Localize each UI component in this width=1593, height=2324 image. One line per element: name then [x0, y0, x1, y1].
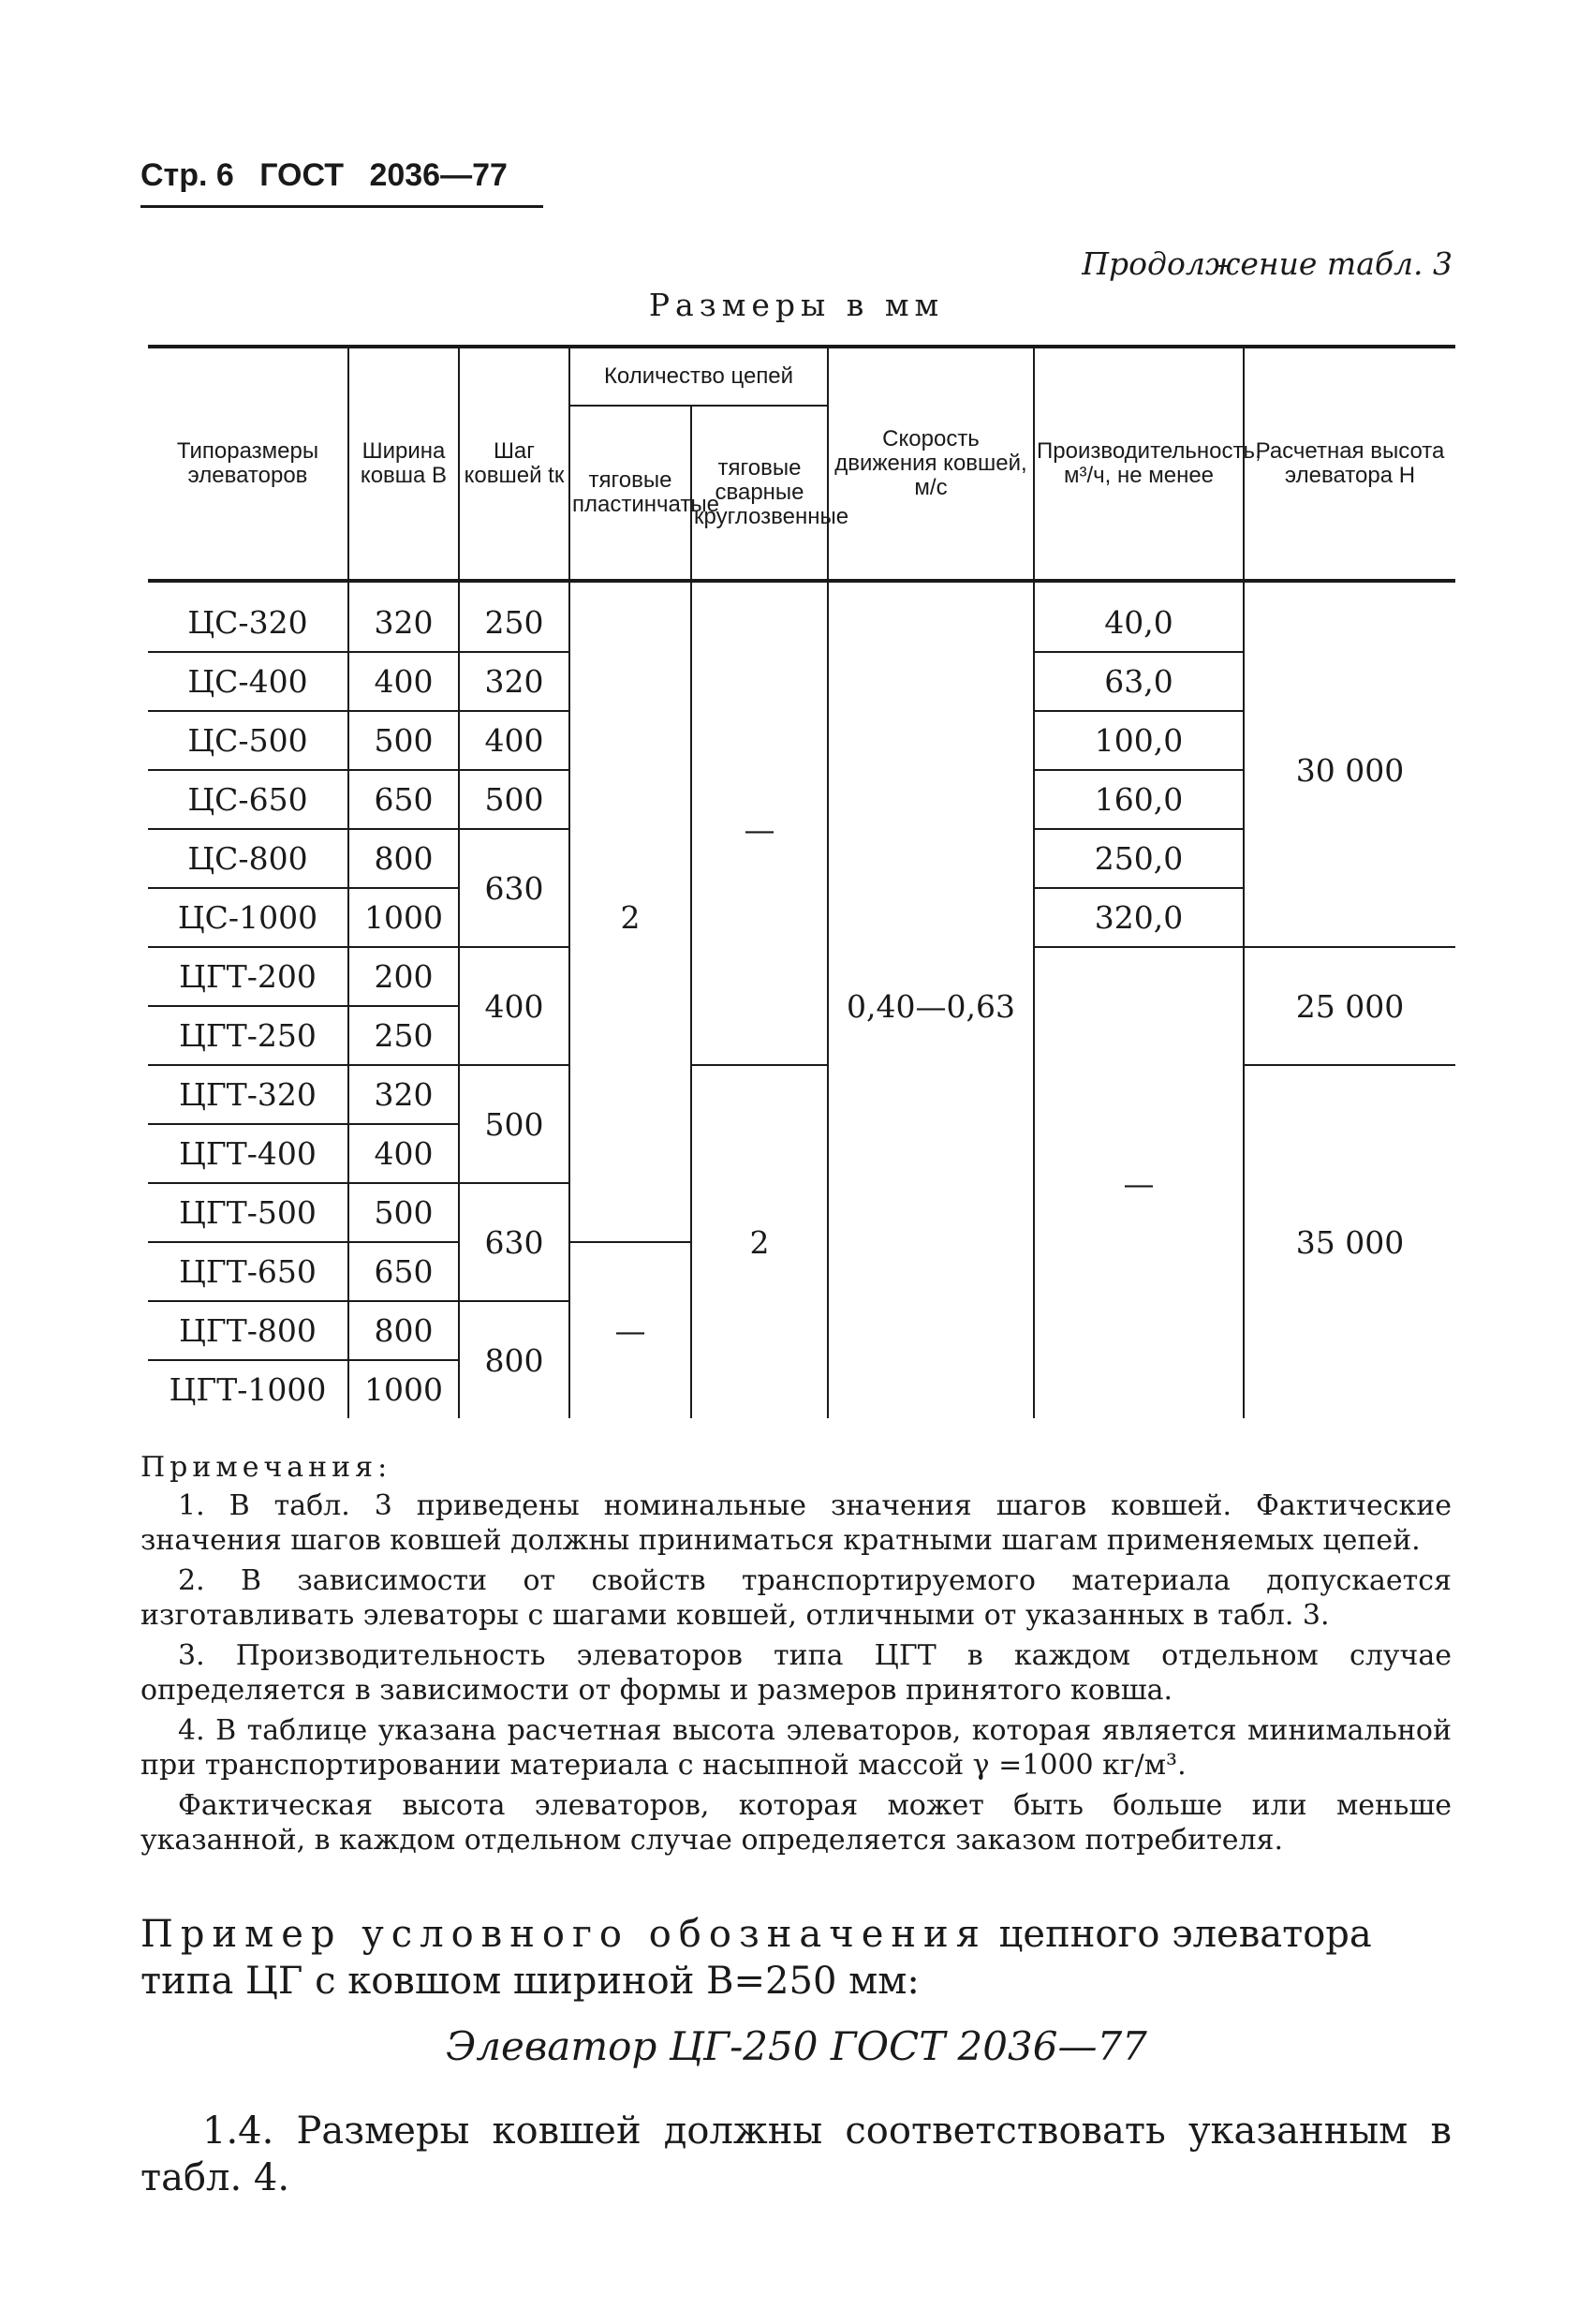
productivity-value: 63,0: [1034, 652, 1244, 711]
row-width: 650: [348, 1242, 459, 1301]
row-name: ЦС-320: [148, 581, 348, 652]
section-paragraph: 1.4. Размеры ковшей должны соответствовать указанным в табл. 4.: [140, 2109, 1452, 2199]
productivity-value: —: [1034, 947, 1244, 1418]
row-name: ЦГТ-200: [148, 947, 348, 1006]
note-item: 3. Производительность элеваторов типа ЦГТ в каждом отдельном случае определяется в зависимости от формы и размеров принятого ковша.: [140, 1639, 1452, 1707]
height-value: 35 000: [1244, 1065, 1455, 1418]
elevator-table: [148, 345, 1455, 1418]
note-item: 4. В таблице указана расчетная высота элеваторов, которая является минимальной при транспортировании материала с насыпной массой γ =1000 кг/м³.: [140, 1714, 1452, 1782]
header-width: Ширина ковша B: [348, 347, 459, 581]
header-productivity: Производительность, м³/ч, не менее: [1034, 347, 1244, 581]
example-paragraph: [140, 1911, 1452, 2005]
row-width: 1000: [348, 888, 459, 947]
page-header: [140, 157, 543, 208]
row-pitch: 630: [459, 1183, 569, 1301]
row-pitch: 500: [459, 1065, 569, 1183]
standard-label: ГОСТ: [259, 157, 344, 193]
row-pitch: 400: [459, 711, 569, 770]
row-width: 400: [348, 1124, 459, 1183]
example-spaced-text: Пример условного обозначения: [140, 1913, 987, 1956]
row-name: ЦГТ-1000: [169, 1371, 327, 1408]
productivity-value: 160,0: [1034, 770, 1244, 829]
row-name: ЦС-1000: [148, 888, 348, 947]
row-pitch: 320: [459, 652, 569, 711]
row-width: 250: [348, 1006, 459, 1065]
height-value: 30 000: [1244, 581, 1455, 947]
header-welded-chains: тяговые сварные круглозвенные: [691, 406, 828, 581]
row-name: ЦГТ-250: [148, 1006, 348, 1065]
row-name: ЦС-650: [148, 770, 348, 829]
plate-chains-value: —: [569, 1242, 691, 1418]
row-width: 500: [348, 1183, 459, 1242]
row-width: 200: [348, 947, 459, 1006]
notes: [140, 1450, 1452, 1863]
productivity-value: 100,0: [1034, 711, 1244, 770]
productivity-value: 320,0: [1034, 888, 1244, 947]
designation-example: Элеватор ЦГ-250 ГОСТ 2036—77: [446, 2023, 1147, 2069]
note-item: 2. В зависимости от свойств транспортируемого материала допускается изготавливать элеваторы с шагами ковшей, отличными от указанных в табл. 3.: [140, 1564, 1452, 1632]
row-width: 320: [348, 581, 459, 652]
height-value: 25 000: [1244, 947, 1455, 1065]
welded-chains-value: —: [691, 581, 828, 1065]
header-plate-chains: тяговые пластинчатые: [569, 406, 691, 581]
header-height: Расчетная высота элеватора H: [1244, 347, 1455, 581]
plate-chains-value: 2: [569, 581, 691, 1242]
row-pitch: 500: [459, 770, 569, 829]
speed-value: 0,40—0,63: [828, 581, 1034, 1418]
row-name: ЦГТ-500: [148, 1183, 348, 1242]
row-pitch: 630: [459, 829, 569, 947]
note-item: Фактическая высота элеваторов, которая может быть больше или меньше указанной, в каждом отдельном случае определяется заказом потребителя.: [140, 1789, 1452, 1857]
table-continuation: Продолжение табл. 3: [1082, 245, 1453, 282]
header-type: Типоразмеры элеваторов: [148, 347, 348, 581]
page-number: Стр. 6: [140, 157, 234, 193]
row-name: ЦГТ-320: [148, 1065, 348, 1124]
header-pitch: Шаг ковшей tк: [459, 347, 569, 581]
standard-number: 2036—77: [369, 157, 508, 193]
row-pitch: 250: [459, 581, 569, 652]
header-speed: Скорость движения ковшей, м/с: [828, 347, 1034, 581]
row-width: 800: [348, 1301, 459, 1360]
row-name: ЦГТ-800: [148, 1301, 348, 1360]
notes-heading: Примечания:: [140, 1451, 392, 1484]
row-pitch: 400: [459, 947, 569, 1065]
row-name: ЦГТ-400: [148, 1124, 348, 1183]
productivity-value: 40,0: [1034, 581, 1244, 652]
row-width: 320: [348, 1065, 459, 1124]
row-width: 650: [348, 770, 459, 829]
row-name: ЦС-400: [148, 652, 348, 711]
dimensions-label: Размеры в мм: [648, 287, 945, 323]
welded-chains-value: 2: [691, 1065, 828, 1418]
row-name: ЦС-800: [148, 829, 348, 888]
productivity-value: 250,0: [1034, 829, 1244, 888]
row-width: 800: [348, 829, 459, 888]
row-pitch: 800: [459, 1301, 569, 1418]
row-width: 400: [348, 652, 459, 711]
row-width: 500: [348, 711, 459, 770]
row-name: ЦС-500: [148, 711, 348, 770]
table-row: [148, 581, 1455, 652]
example-text: цепного элеватора типа ЦГ с ковшом шириной B=250 мм:: [140, 1913, 1372, 2003]
table-row: [148, 1065, 1455, 1124]
row-name: ЦГТ-650: [148, 1242, 348, 1301]
note-item: 1. В табл. 3 приведены номинальные значения шагов ковшей. Фактические значения шагов ковшей должны приниматься кратными шагам применяемых цепей.: [140, 1489, 1452, 1557]
header-chains: Количество цепей: [569, 347, 828, 406]
row-width: 1000: [348, 1360, 459, 1418]
